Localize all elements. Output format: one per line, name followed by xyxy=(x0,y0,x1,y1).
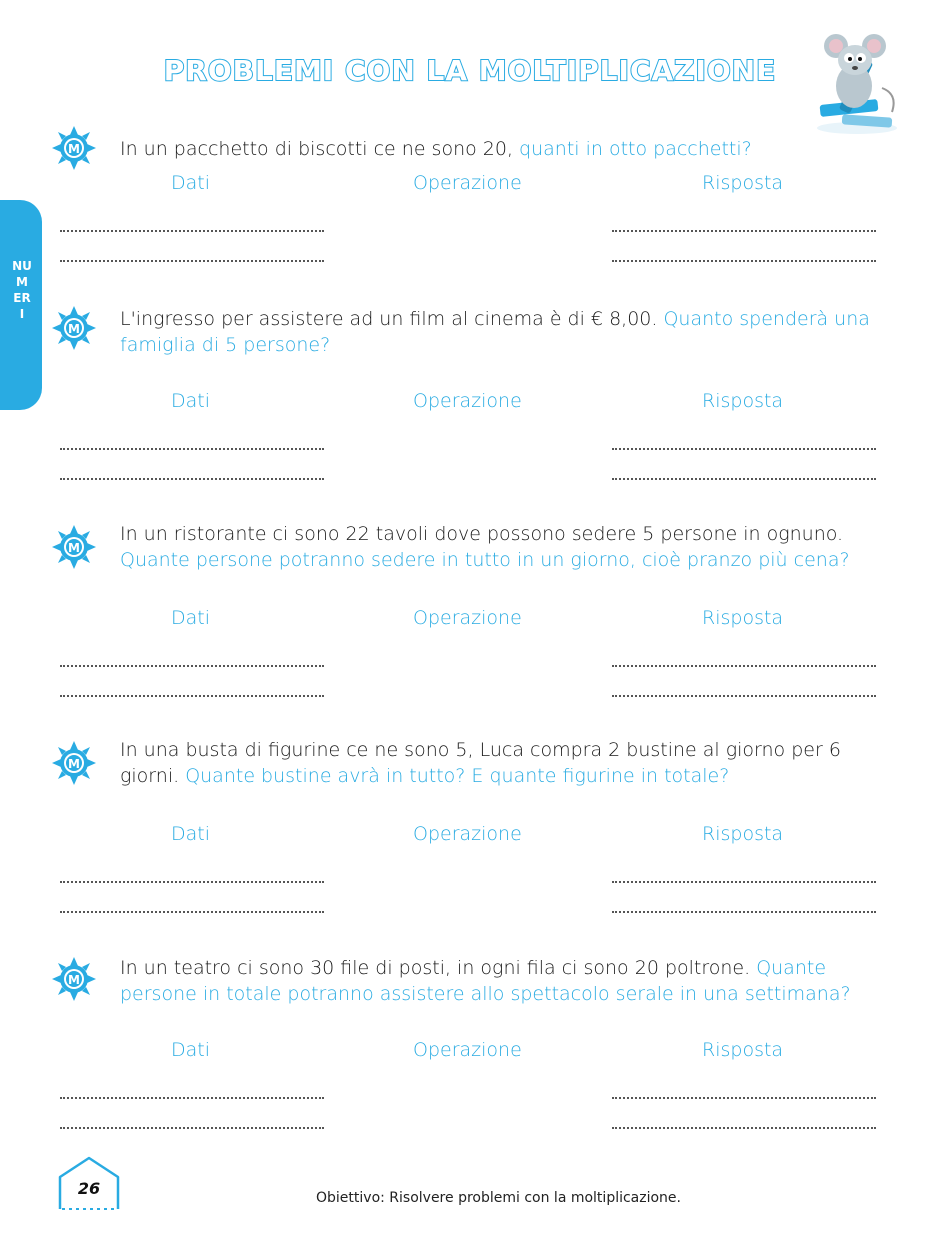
dati-answer-line-1[interactable] xyxy=(60,1097,324,1099)
problem-statement: In un ristorante ci sono 22 tavoli dove possono sedere 5 persone in ognuno. xyxy=(120,523,844,545)
dati-answer-line-2[interactable] xyxy=(60,695,324,697)
risposta-label: Risposta xyxy=(702,172,784,194)
badge-letter: M xyxy=(68,541,80,555)
page-number-house xyxy=(54,1155,124,1211)
m-badge-icon xyxy=(52,306,96,350)
operazione-label: Operazione xyxy=(413,172,522,194)
risposta-answer-line-2[interactable] xyxy=(612,1127,876,1129)
dati-answer-line-1[interactable] xyxy=(60,448,324,450)
problem-statement: In un pacchetto di biscotti ce ne sono 20, xyxy=(120,138,520,160)
side-tab-label: NUMERI xyxy=(12,259,32,321)
dati-label: Dati xyxy=(171,172,211,194)
dati-answer-line-2[interactable] xyxy=(60,1127,324,1129)
page-number: 26 xyxy=(77,1179,101,1198)
problem-text xyxy=(120,306,900,358)
badge-letter: M xyxy=(68,322,80,336)
problem-text xyxy=(120,955,900,1007)
m-badge-icon xyxy=(52,741,96,785)
dati-answer-line-2[interactable] xyxy=(60,911,324,913)
problem-question: Quanto spenderà una famiglia di 5 persone? xyxy=(120,308,870,356)
dati-answer-line-2[interactable] xyxy=(60,478,324,480)
objective-text: Obiettivo: Risolvere problemi con la moltiplicazione. xyxy=(316,1190,681,1206)
risposta-answer-line-2[interactable] xyxy=(612,695,876,697)
dati-answer-line-1[interactable] xyxy=(60,230,324,232)
operazione-label: Operazione xyxy=(413,823,522,845)
m-badge-icon xyxy=(52,126,96,170)
risposta-label: Risposta xyxy=(702,1039,784,1061)
page-title: PROBLEMI CON LA MOLTIPLICAZIONE xyxy=(163,54,777,87)
operazione-label: Operazione xyxy=(413,607,522,629)
problem-question: Quante persone in totale potranno assistere allo spettacolo serale in una settimana? xyxy=(120,957,851,1005)
risposta-answer-line-1[interactable] xyxy=(612,230,876,232)
risposta-answer-line-1[interactable] xyxy=(612,1097,876,1099)
problem-question: Quante persone potranno sedere in tutto in un giorno, cioè pranzo più cena? xyxy=(120,549,850,571)
mouse-mascot-illustration xyxy=(812,28,902,138)
badge-letter: M xyxy=(68,973,80,987)
operazione-label: Operazione xyxy=(413,1039,522,1061)
problem-text xyxy=(120,521,900,573)
dati-answer-line-1[interactable] xyxy=(60,665,324,667)
problem-statement: L'ingresso per assistere ad un film al cinema è di € 8,00. xyxy=(120,308,664,330)
risposta-answer-line-2[interactable] xyxy=(612,478,876,480)
problem-text xyxy=(120,737,900,789)
risposta-answer-line-2[interactable] xyxy=(612,911,876,913)
risposta-answer-line-1[interactable] xyxy=(612,665,876,667)
risposta-answer-line-1[interactable] xyxy=(612,881,876,883)
badge-letter: M xyxy=(68,142,80,156)
side-section-tab xyxy=(0,200,42,410)
risposta-label: Risposta xyxy=(702,823,784,845)
risposta-label: Risposta xyxy=(702,607,784,629)
dati-label: Dati xyxy=(171,390,211,412)
dati-answer-line-1[interactable] xyxy=(60,881,324,883)
problem-statement: In una busta di figurine ce ne sono 5, Luca compra 2 bustine al giorno per 6 giorni. xyxy=(120,739,841,787)
operazione-label: Operazione xyxy=(413,390,522,412)
problem-statement: In un teatro ci sono 30 file di posti, in ogni fila ci sono 20 poltrone. xyxy=(120,957,757,979)
problem-question: Quante bustine avrà in tutto? E quante figurine in totale? xyxy=(185,765,730,787)
risposta-answer-line-1[interactable] xyxy=(612,448,876,450)
problem-question: quanti in otto pacchetti? xyxy=(519,138,752,160)
m-badge-icon xyxy=(52,525,96,569)
problem-text xyxy=(120,136,900,162)
badge-letter: M xyxy=(68,757,80,771)
dati-label: Dati xyxy=(171,1039,211,1061)
m-badge-icon xyxy=(52,957,96,1001)
dati-answer-line-2[interactable] xyxy=(60,260,324,262)
dati-label: Dati xyxy=(171,607,211,629)
dati-label: Dati xyxy=(171,823,211,845)
risposta-label: Risposta xyxy=(702,390,784,412)
risposta-answer-line-2[interactable] xyxy=(612,260,876,262)
